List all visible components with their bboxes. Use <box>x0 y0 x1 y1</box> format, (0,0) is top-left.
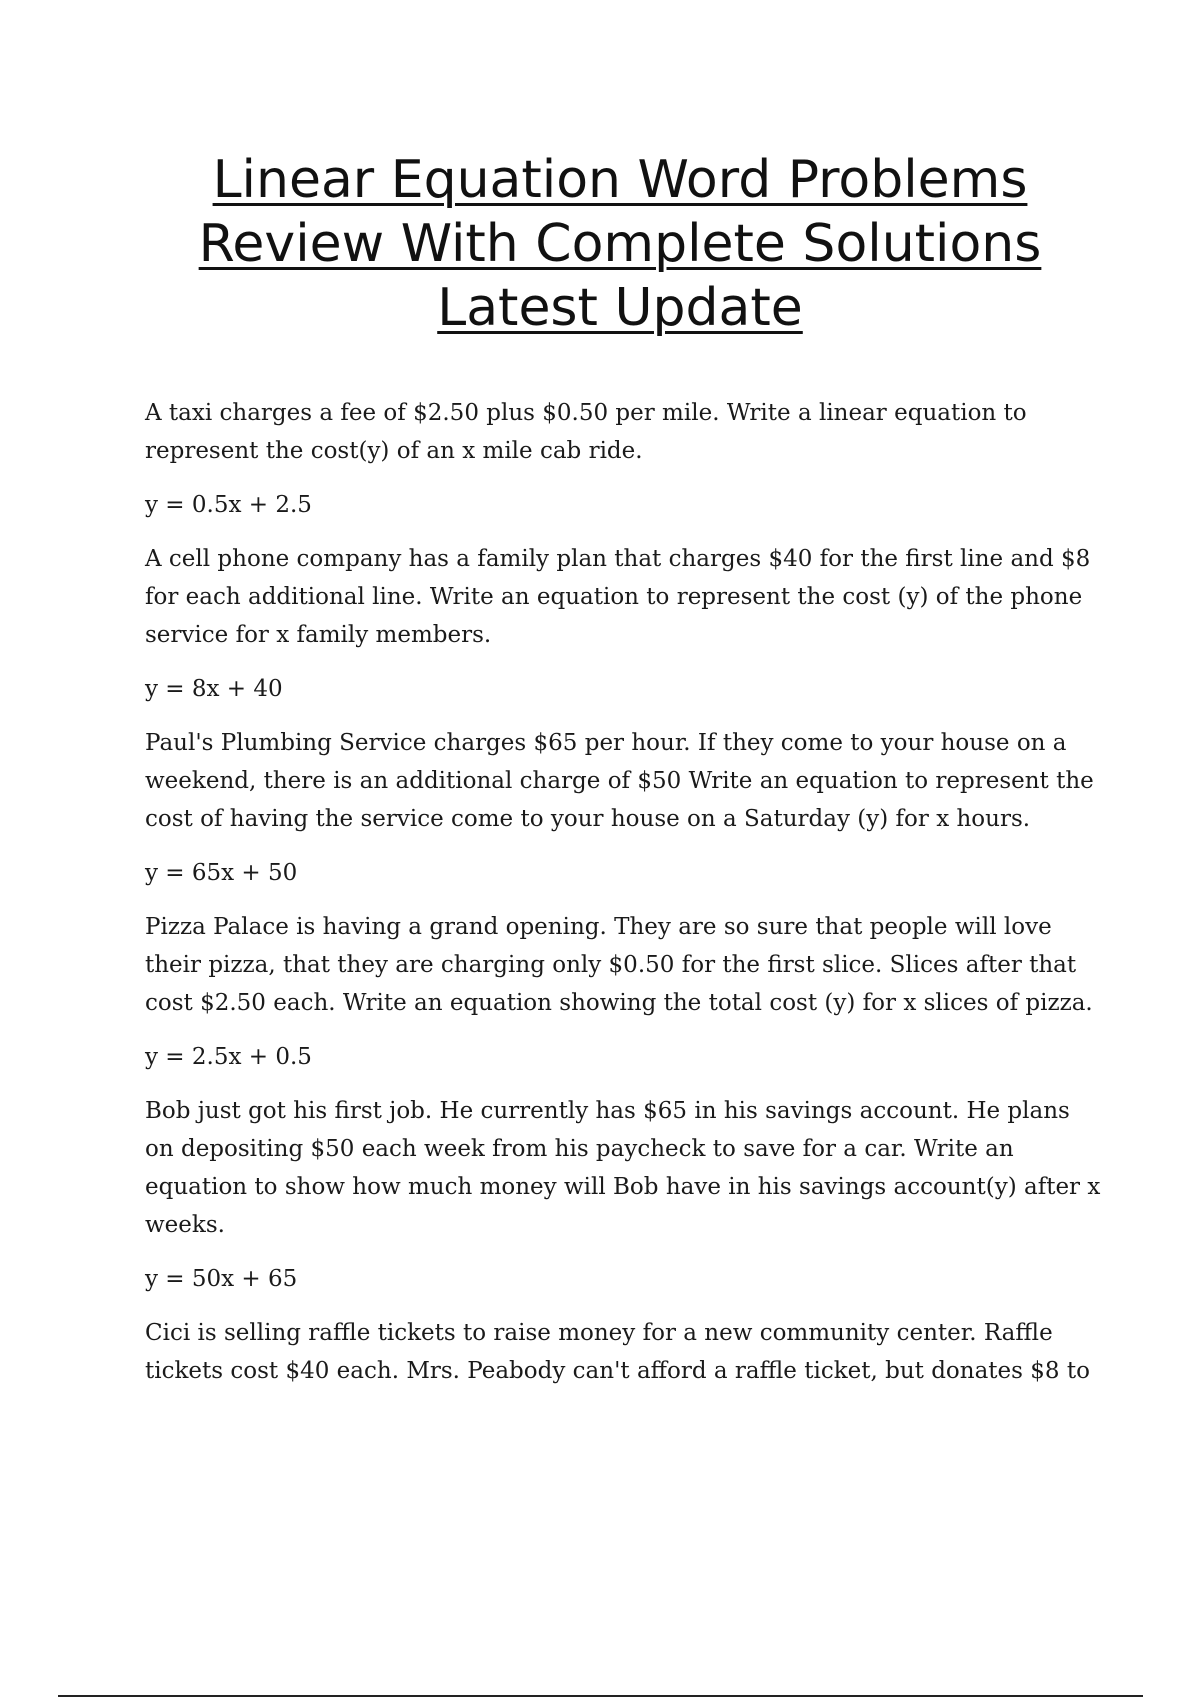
answer-equation: y = 0.5x + 2.5 <box>145 492 312 518</box>
problem-text: Paul's Plumbing Service charges $65 per hour. If they come to your house on a weekend, there is an additional charge of $50 Write an equation to represent the cost of having the service come to your house on a Saturday (y) for x hours. <box>145 730 1094 832</box>
answer-equation: y = 8x + 40 <box>145 676 283 702</box>
title-line: Review With Complete Solutions <box>198 214 1042 274</box>
title-line: Linear Equation Word Problems <box>212 150 1028 210</box>
problem-text: Bob just got his first job. He currently has $65 in his savings account. He plans on depositing $50 each week from his paycheck to save for a car. Write an equation to show how much money will Bob have in his savings account(y) after x weeks. <box>145 1098 1101 1238</box>
problem-text: A taxi charges a fee of $2.50 plus $0.50 per mile. Write a linear equation to represent the cost(y) of an x mile cab ride. <box>145 400 1027 464</box>
problem-text: Pizza Palace is having a grand opening. They are so sure that people will love their pizza, that they are charging only $0.50 for the first slice. Slices after that cost $2.50 each. Write an equation showing the total cost (y) for x slices of pizza. <box>145 914 1093 1016</box>
answer-equation: y = 65x + 50 <box>145 860 298 886</box>
problem-text: A cell phone company has a family plan that charges $40 for the first line and $8 for each additional line. Write an equation to represent the cost (y) of the phone service for x family members. <box>145 546 1091 648</box>
title-line: Latest Update <box>437 278 803 338</box>
document-body <box>145 394 1105 1406</box>
problem-text: Cici is selling raffle tickets to raise money for a new community center. Raffle tickets cost $40 each. Mrs. Peabody can't afford a raffle ticket, but donates $8 to <box>145 1320 1090 1384</box>
page-bottom-rule <box>58 1695 1143 1697</box>
answer-equation: y = 2.5x + 0.5 <box>145 1044 312 1070</box>
document-title <box>100 148 1140 340</box>
answer-equation: y = 50x + 65 <box>145 1266 298 1292</box>
